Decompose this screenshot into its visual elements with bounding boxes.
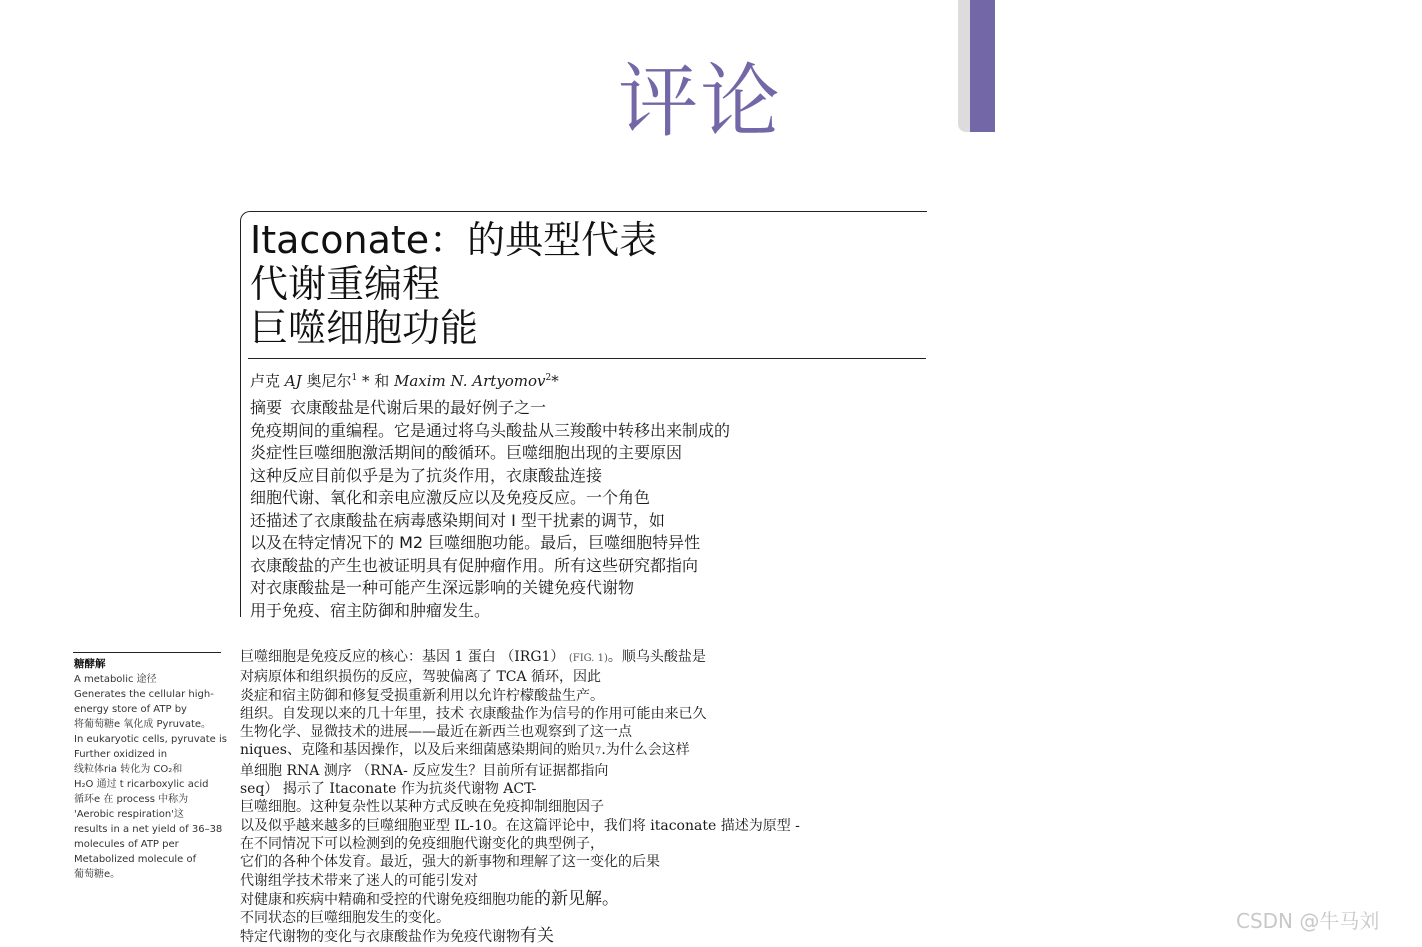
citation-ref: (FIG. 1) — [568, 653, 608, 664]
abstract-line: 用于免疫、宿主防御和肿瘤发生。 — [250, 600, 491, 620]
side-tab-accent — [970, 0, 995, 132]
glossary-line: Further oxidized in — [74, 749, 168, 760]
glossary-line: 葡萄糖e。 — [74, 869, 121, 880]
body-line-text: 在不同情况下可以检测到的免疫细胞代谢变化的典型例子， — [240, 835, 604, 852]
body-line — [240, 687, 800, 705]
body-line-text-large: 有关 — [520, 926, 554, 947]
body-line-text: 。顺乌头酸盐是 — [607, 649, 706, 665]
watermark: CSDN @牛马刘 — [1236, 909, 1380, 933]
author-2-star: * — [551, 372, 559, 390]
body-line-text: 不同状态的巨噬细胞发生的变化。 — [240, 910, 450, 927]
body-line — [240, 648, 800, 668]
body-line-text-large: 的新见解。 — [534, 888, 619, 909]
body-line-text: .为什么会这样 — [601, 742, 690, 759]
article-title — [250, 218, 657, 350]
body-line — [240, 890, 800, 909]
title-line-3: 巨噬细胞功能 — [250, 306, 479, 350]
body-line — [240, 853, 800, 871]
abstract-line: 还描述了衣康酸盐在病毒感染期间对 I 型干扰素的调节，如 — [250, 510, 665, 530]
glossary-line: 循环e 在 process 中称为 — [74, 794, 189, 805]
body-line — [240, 780, 800, 798]
body-line — [240, 798, 800, 816]
glossary-line: A metabolic 途径 — [74, 674, 157, 685]
citation-ref: 7 — [594, 746, 602, 758]
glossary-line: energy store of ATP by — [74, 704, 187, 715]
body-line-text: 对健康和疾病中精确和受控的代谢免疫细胞功能 — [240, 891, 534, 908]
abstract-line: 以及在特定情况下的 M2 巨噬细胞功能。最后，巨噬细胞特异性 — [250, 533, 701, 552]
author-1-family: 奥尼尔 — [306, 372, 352, 390]
author-1-affiliation: 1 — [351, 373, 358, 383]
body-line — [240, 927, 800, 946]
abstract-line: 这种反应目前似乎是为了抗炎作用，衣康酸盐连接 — [250, 465, 603, 485]
body-line-text: 组织。自发现以来的几十年里，技术 衣康酸盐作为信号的作用可能由来已久 — [240, 705, 707, 722]
body-line-text: 它们的各种个体发育。最近，强大的新事物和理解了这一变化的后果 — [240, 854, 660, 871]
glossary-term: 糖酵解 — [74, 658, 106, 670]
body-line-text: 特定代谢物的变化与衣康酸盐作为免疫代谢物 — [240, 929, 520, 946]
abstract-text: 衣康酸盐是代谢后果的最好例子之一 — [290, 398, 547, 417]
glossary-line: Generates the cellular high- — [74, 689, 214, 700]
title-divider — [248, 358, 926, 359]
author-1-initials: AJ — [284, 372, 302, 390]
glossary-line: In eukaryotic cells, pyruvate is — [74, 734, 227, 745]
author-separator: * 和 — [357, 372, 394, 390]
glossary-line: Metabolized molecule of — [74, 854, 197, 865]
glossary-box — [74, 657, 227, 882]
body-line — [240, 723, 800, 741]
body-line — [240, 762, 800, 780]
author-2-name: Maxim N. Artyomov — [394, 372, 546, 390]
body-line-text: 以及似乎越来越多的巨噬细胞亚型 IL-10。在这篇评论中，我们将 itaconate 描述为原型 - — [240, 817, 800, 834]
body-text — [240, 648, 800, 947]
body-line — [240, 909, 800, 927]
author-list — [250, 367, 559, 392]
body-line — [240, 705, 800, 723]
abstract-line — [250, 397, 730, 420]
glossary-divider — [73, 652, 221, 653]
abstract-line: 炎症性巨噬细胞激活期间的酸循环。巨噬细胞出现的主要原因 — [250, 443, 683, 462]
glossary-line: results in a net yield of 36–38 — [74, 824, 223, 835]
abstract — [250, 397, 730, 622]
title-line-1: Itaconate：的典型代表 — [250, 218, 658, 262]
author-1-given: 卢克 — [250, 372, 281, 390]
title-line-2: 代谢重编程 — [250, 262, 441, 306]
glossary-line: 'Aerobic respiration'这 — [74, 809, 184, 820]
glossary-line: 线粒体ria 转化为 CO₂和 — [74, 764, 183, 775]
body-line-text: 巨噬细胞。这种复杂性以某种方式反映在免疫抑制细胞因子 — [240, 799, 604, 816]
abstract-line: 细胞代谢、氧化和亲电应激反应以及免疫反应。一个角色 — [250, 488, 651, 507]
body-line-text: seq） 揭示了 Itaconate 作为抗炎代谢物 ACT- — [240, 781, 537, 798]
body-line — [240, 668, 800, 686]
abstract-heading: 摘要 — [250, 398, 283, 417]
body-line-text: 生物化学、显微技术的进展——最近在新西兰也观察到了这一点 — [240, 724, 632, 741]
abstract-line: 衣康酸盐的产生也被证明具有促肿瘤作用。所有这些研究都指向 — [250, 555, 699, 575]
glossary-line: H₂O 通过 t ricarboxylic acid — [74, 779, 209, 790]
abstract-line: 对衣康酸盐是一种可能产生深远影响的关键免疫代谢物 — [250, 578, 635, 597]
section-label: 评论 — [618, 55, 782, 148]
body-line-text: 单细胞 RNA 测序 （RNA- 反应发生？目前所有证据都指向 — [240, 762, 609, 779]
body-line-text: niques、克隆和基因操作，以及后来细菌感染期间的贻贝 — [240, 742, 595, 759]
body-line-text: 代谢组学技术带来了迷人的可能引发对 — [240, 872, 478, 889]
side-tab-shadow — [958, 0, 970, 132]
body-line-text: 对病原体和组织损伤的反应，驾驶偏离了 TCA 循环，因此 — [240, 669, 602, 686]
glossary-line: 将葡萄糖e 氧化成 Pyruvate。 — [74, 719, 212, 730]
body-line — [240, 872, 800, 890]
body-line-text: 炎症和宿主防御和修复受损重新利用以允许柠檬酸盐生产。 — [240, 687, 604, 704]
glossary-line: molecules of ATP per — [74, 839, 179, 850]
body-line — [240, 741, 800, 761]
body-line — [240, 817, 800, 835]
abstract-line: 免疫期间的重编程。它是通过将乌头酸盐从三羧酸中转移出来制成的 — [250, 420, 731, 440]
body-line — [240, 835, 800, 853]
body-line-text: 巨噬细胞是免疫反应的核心：基因 1 蛋白 （IRG1） — [240, 649, 569, 665]
author-2-affiliation: 2 — [545, 373, 552, 383]
